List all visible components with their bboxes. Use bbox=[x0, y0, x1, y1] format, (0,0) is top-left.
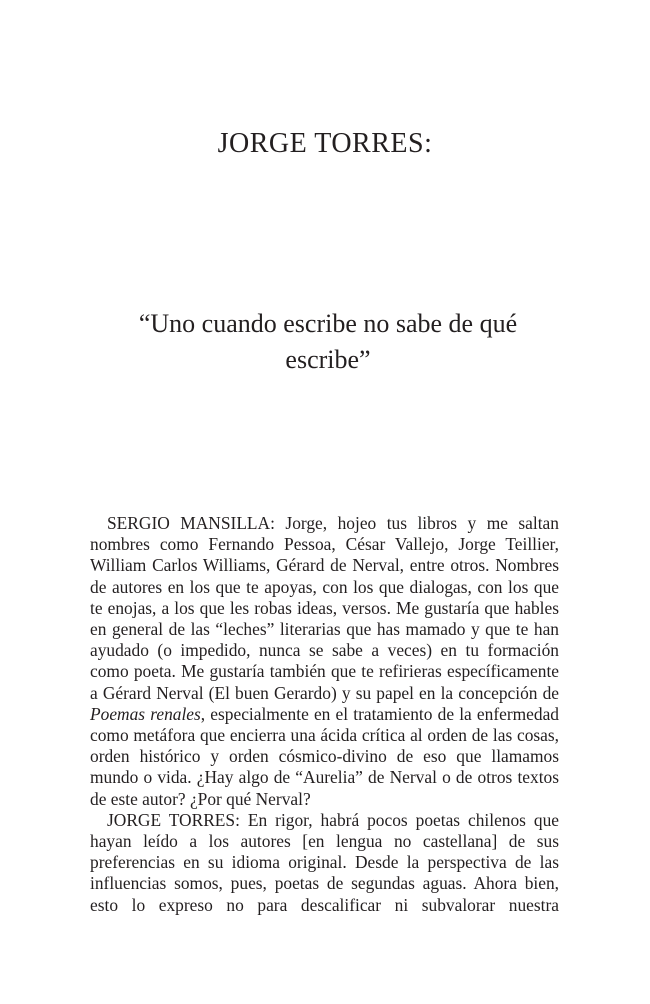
chapter-subtitle-quote: “Uno cuando escribe no sabe de qué escribe” bbox=[138, 309, 518, 374]
book-title-italic: Poemas renales bbox=[90, 703, 201, 724]
question-text-part-1: Jorge, hojeo tus libros y me saltan nombres como Fernando Pessoa, César Vallejo, Jorge Teillier, William Carlos Williams, Gérard de Nerval, entre otros. Nombres de autores en los que te apoyas, con los que dialogas, con los que te enojas, a los que les robas ideas, versos. Me gustaría que hables en general de las “leches” literarias que has mamado y que te han ayudado (o impedido, nunca se sabe a veces) en tu formación como poeta. Me gustaría también que te refirieras específicamente a Gérard Nerval (El buen Gerardo) y su papel en la concepción de bbox=[90, 513, 559, 703]
answer-paragraph bbox=[90, 810, 559, 916]
chapter-title: JORGE TORRES: bbox=[217, 128, 433, 159]
question-speaker: SERGIO MANSILLA: bbox=[107, 513, 275, 533]
answer-text: En rigor, habrá pocos poetas chilenos que hayan leído a los autores [en lengua no castellana] de sus preferencias en su idioma original. Desde la perspectiva de las influencias somos, pues, poetas de segundas aguas. Ahora bien, esto lo expreso no para descalificar ni subvalorar nuestra bbox=[90, 809, 559, 915]
interview-body bbox=[90, 513, 559, 916]
answer-speaker: JORGE TORRES: bbox=[107, 809, 240, 830]
question-text-part-2: , especialmente en el tratamiento de la enfermedad como metáfora que encierra una ácida crítica al orden de las cosas, orden histórico y orden cósmico-divino de eso que llamamos mundo o vida. ¿Hay algo de “Aurelia” de Nerval o de otros textos de este autor? ¿Por qué Nerval? bbox=[90, 703, 559, 809]
question-paragraph bbox=[90, 513, 559, 810]
